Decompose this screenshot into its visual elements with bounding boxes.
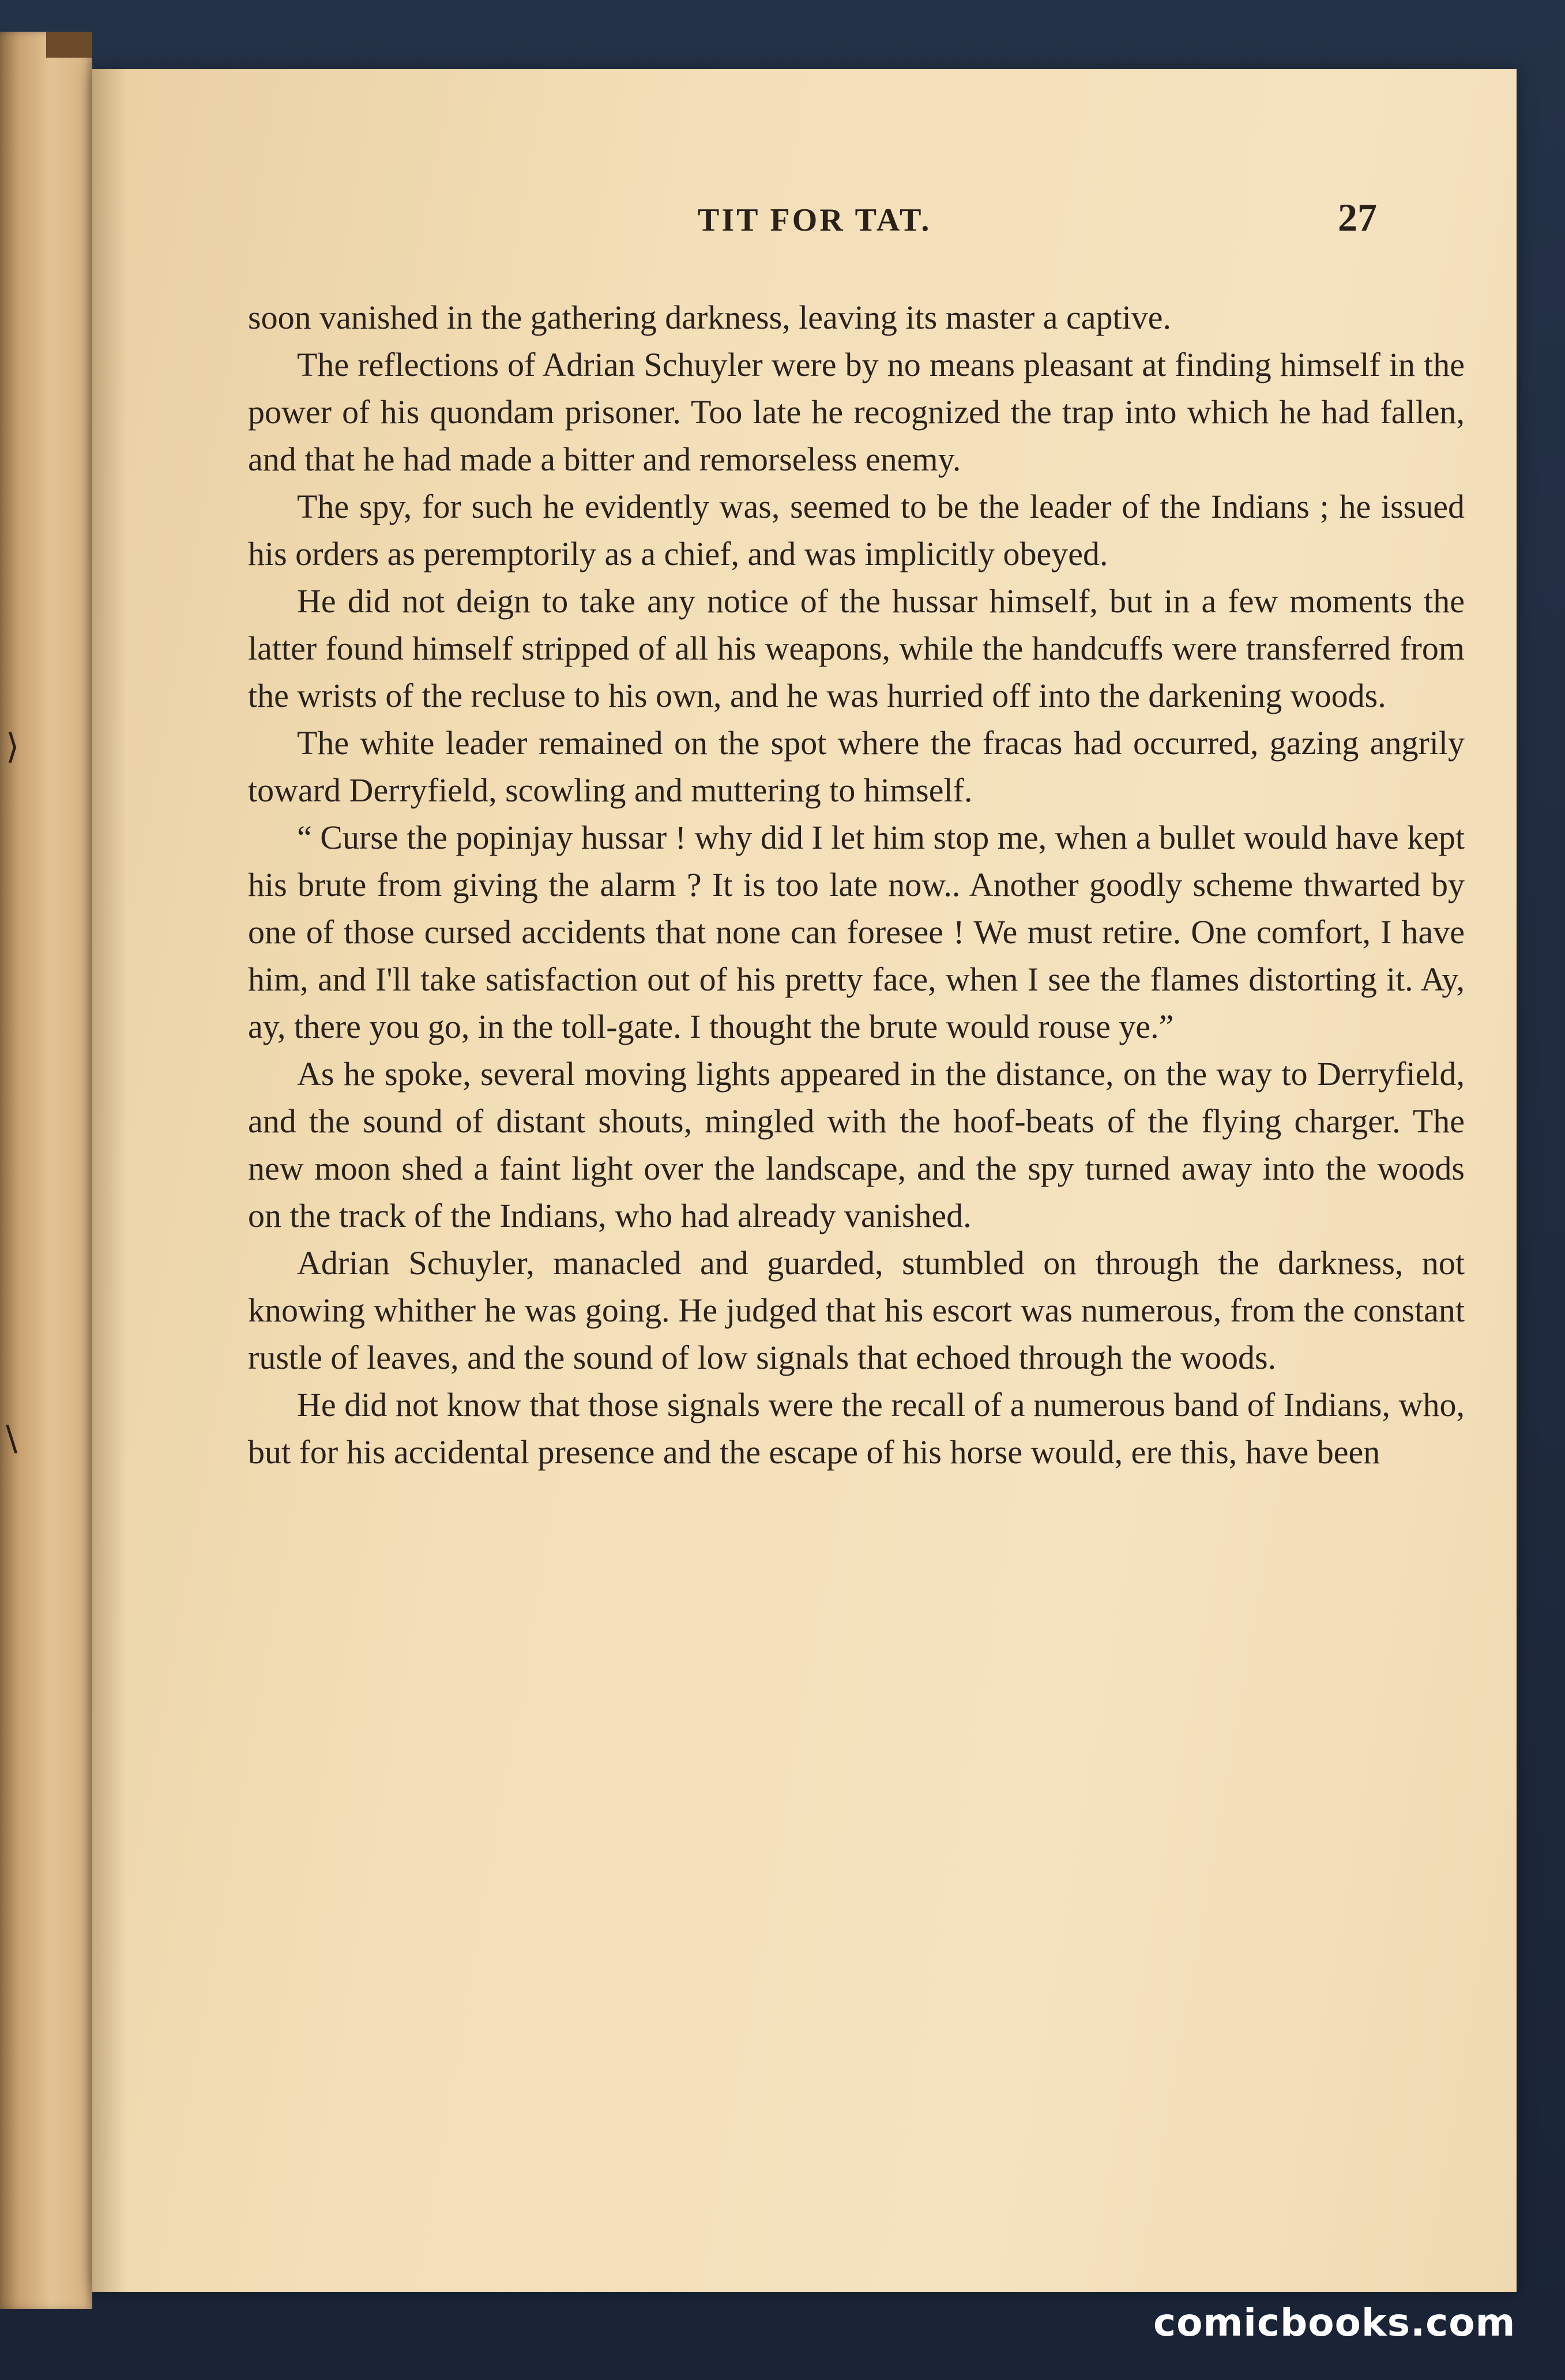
paragraph: “ Curse the popinjay hussar ! why did I let him stop me, when a bullet would have kept his brute from giving the alarm ? It is too late now.. Another goodly scheme thwarted by one of those cursed accidents that none can foresee ! We must retire. One comfort, I have him, and I'll take satisfaction out of his pretty face, when I see the flames distorting it. Ay, ay, there you go, in the toll-gate. I thought the brute would rouse ye.” xyxy=(248,819,1465,1045)
site-watermark: comicbooks.com xyxy=(1153,2300,1516,2345)
page-number: 27 xyxy=(1338,195,1377,239)
paragraph: He did not deign to take any notice of the hussar himself, but in a few moments the latter found himself stripped of all his weapons, while the handcuffs were transferred from the wrists of the recluse to his own, and he was hurried off into the darkening woods. xyxy=(248,582,1465,714)
paragraph: The white leader remained on the spot where the fracas had occurred, gazing angrily toward Derryfield, scowling and muttering to himself. xyxy=(248,724,1465,809)
paragraph: As he spoke, several moving lights appeared in the distance, on the way to Derryfield, and the sound of distant shouts, mingled with the hoof-beats of the flying charger. The new moon shed a faint light over the landscape, and the spy turned away into the woods on the track of the Indians, who had already vanished. xyxy=(248,1055,1465,1234)
book-spine xyxy=(0,32,92,2309)
paragraph: The spy, for such he evidently was, seemed to be the leader of the Indians ; he issued his orders as peremptorily as a chief, and was implicitly obeyed. xyxy=(248,488,1465,573)
page-body xyxy=(248,294,1465,1476)
spine-binding-edge xyxy=(46,32,92,58)
paragraph: Adrian Schuyler, manacled and guarded, stumbled on through the darkness, not knowing whither he was going. He judged that his escort was numerous, from the constant rustle of leaves, and the sound of low signals that echoed through the woods. xyxy=(248,1244,1465,1376)
running-head: TIT FOR TAT. xyxy=(698,202,932,238)
spine-mark: \ xyxy=(6,1418,18,1459)
paragraph: He did not know that those signals were the recall of a numerous band of Indians, who, but for his accidental presence and the escape of his horse would, ere this, have been xyxy=(248,1386,1465,1471)
paragraph: soon vanished in the gathering darkness, leaving its master a captive. xyxy=(248,299,1172,336)
book-page xyxy=(92,69,1517,2292)
paragraph: The reflections of Adrian Schuyler were by no means pleasant at finding himself in the power of his quondam prisoner. Too late he recognized the trap into which he had fallen, and that he had made a bitter and remorseless enemy. xyxy=(248,346,1465,478)
spine-mark: ⟩ xyxy=(6,726,20,767)
